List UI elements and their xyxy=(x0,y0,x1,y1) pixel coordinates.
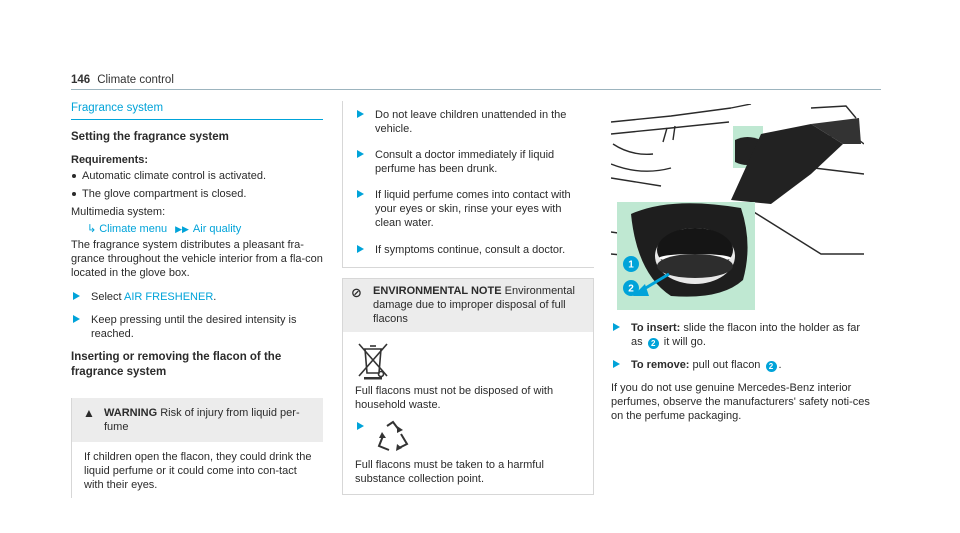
step-arrow-icon xyxy=(613,360,620,368)
list-item: Automatic climate control is activated. xyxy=(71,169,323,183)
perfume-note: If you do not use genuine Mercedes-Benz interior perfumes, observe the manufacturers' safety noti-ces on the perfume packaging. xyxy=(611,382,870,423)
requirements-label: Requirements: xyxy=(71,154,149,167)
environmental-note-header xyxy=(343,279,593,332)
list-item: The glove compartment is closed. xyxy=(71,187,323,201)
menu-path xyxy=(71,222,323,236)
double-chevron-icon: ▶▶ xyxy=(175,223,189,234)
step-insert xyxy=(611,321,871,349)
crossed-bin-icon xyxy=(355,340,391,380)
menu-item-air-quality: Air quality xyxy=(192,222,242,235)
step-text: If symptoms continue, consult a doctor. xyxy=(375,243,566,256)
recycle-icon xyxy=(375,420,411,454)
warning-body: If children open the flacon, they could drink the liquid perfume or it could come into con-tact with their eyes. xyxy=(84,450,312,492)
header-rule xyxy=(71,89,881,90)
column-3 xyxy=(611,321,871,423)
bin-row xyxy=(355,340,585,380)
step-arrow-icon xyxy=(357,150,364,158)
environmental-note-icon: ⊘ xyxy=(351,284,362,300)
warning-box xyxy=(71,398,323,498)
environmental-note-label: ENVIRONMENTAL NOTE xyxy=(373,284,502,297)
environmental-note-box xyxy=(342,278,594,496)
step-item xyxy=(355,148,586,176)
step-text: Select xyxy=(91,291,122,304)
warning-header xyxy=(72,398,323,442)
warning-label: WARNING xyxy=(104,406,158,419)
warning-title: Risk of injury from liquid per-fume xyxy=(104,406,300,433)
requirements-list xyxy=(71,169,323,201)
column-2 xyxy=(342,101,594,495)
step-text-end: it will go. xyxy=(663,336,706,349)
page-header xyxy=(71,73,174,89)
column-1 xyxy=(71,101,323,498)
step-item xyxy=(355,188,586,230)
recycle-text: Full flacons must be taken to a harmful substance collection point. xyxy=(355,459,544,486)
step-text: If liquid perfume comes into contact with your eyes or skin, rinse your eyes with clean water. xyxy=(375,189,571,230)
heading-inserting: Inserting or removing the flacon of the fragrance system xyxy=(71,351,282,379)
step-item xyxy=(355,243,586,257)
recycle-row xyxy=(355,420,585,454)
step-text: Keep pressing until the desired intensity is reached. xyxy=(91,314,297,341)
step-text: Do not leave children unattended in the vehicle. xyxy=(375,109,567,136)
callout-1: 1 xyxy=(628,259,634,271)
section-title: Fragrance system xyxy=(71,101,323,120)
step-keep-pressing xyxy=(71,313,323,341)
environmental-note-title: Environmental damage due to improper disposal of full flacons xyxy=(373,284,575,325)
step-arrow-icon xyxy=(357,245,364,253)
step-arrow-icon xyxy=(357,190,364,198)
step-text-end: . xyxy=(778,359,782,372)
step-text: slide the flacon into the holder as far as xyxy=(631,322,861,349)
heading-setting: Setting the fragrance system xyxy=(71,130,229,143)
return-arrow-icon: ↳ xyxy=(87,222,97,235)
step-text: Consult a doctor immediately if liquid perfume has been drunk. xyxy=(375,149,555,176)
step-item xyxy=(355,108,586,136)
chapter-title: Climate control xyxy=(97,74,174,86)
bin-text: Full flacons must not be disposed of with household waste. xyxy=(355,384,554,411)
warning-steps xyxy=(342,101,594,268)
page-number: 146 xyxy=(71,74,91,86)
environmental-note-body xyxy=(343,332,593,494)
glove-box-drawing xyxy=(611,104,864,312)
step-select xyxy=(71,290,323,304)
step-text-end: . xyxy=(213,291,217,304)
flacon-illustration xyxy=(611,104,864,312)
step-arrow-icon xyxy=(73,292,80,300)
insert-label: To insert: xyxy=(631,322,681,334)
recycle-step xyxy=(355,420,585,486)
callout-2-inline: 2 xyxy=(648,338,659,349)
step-arrow-icon xyxy=(613,323,620,331)
callout-2: 2 xyxy=(628,283,634,295)
callout-2-inline: 2 xyxy=(766,361,777,372)
air-freshener-label: AIR FRESHENER xyxy=(124,291,214,304)
step-arrow-icon xyxy=(357,422,364,430)
step-arrow-icon xyxy=(73,315,80,323)
description: The fragrance system distributes a pleasant fra-grance throughout the vehicle interior from a fla-con located in the glove box. xyxy=(71,238,323,279)
remove-label: To remove: xyxy=(631,359,690,372)
warning-triangle-icon: ▲ xyxy=(83,405,95,420)
step-arrow-icon xyxy=(357,110,364,118)
step-text: pull out flacon xyxy=(692,359,761,372)
menu-item-climate: Climate menu xyxy=(99,222,168,235)
step-remove xyxy=(611,358,871,372)
multimedia-label: Multimedia system: xyxy=(71,205,166,218)
